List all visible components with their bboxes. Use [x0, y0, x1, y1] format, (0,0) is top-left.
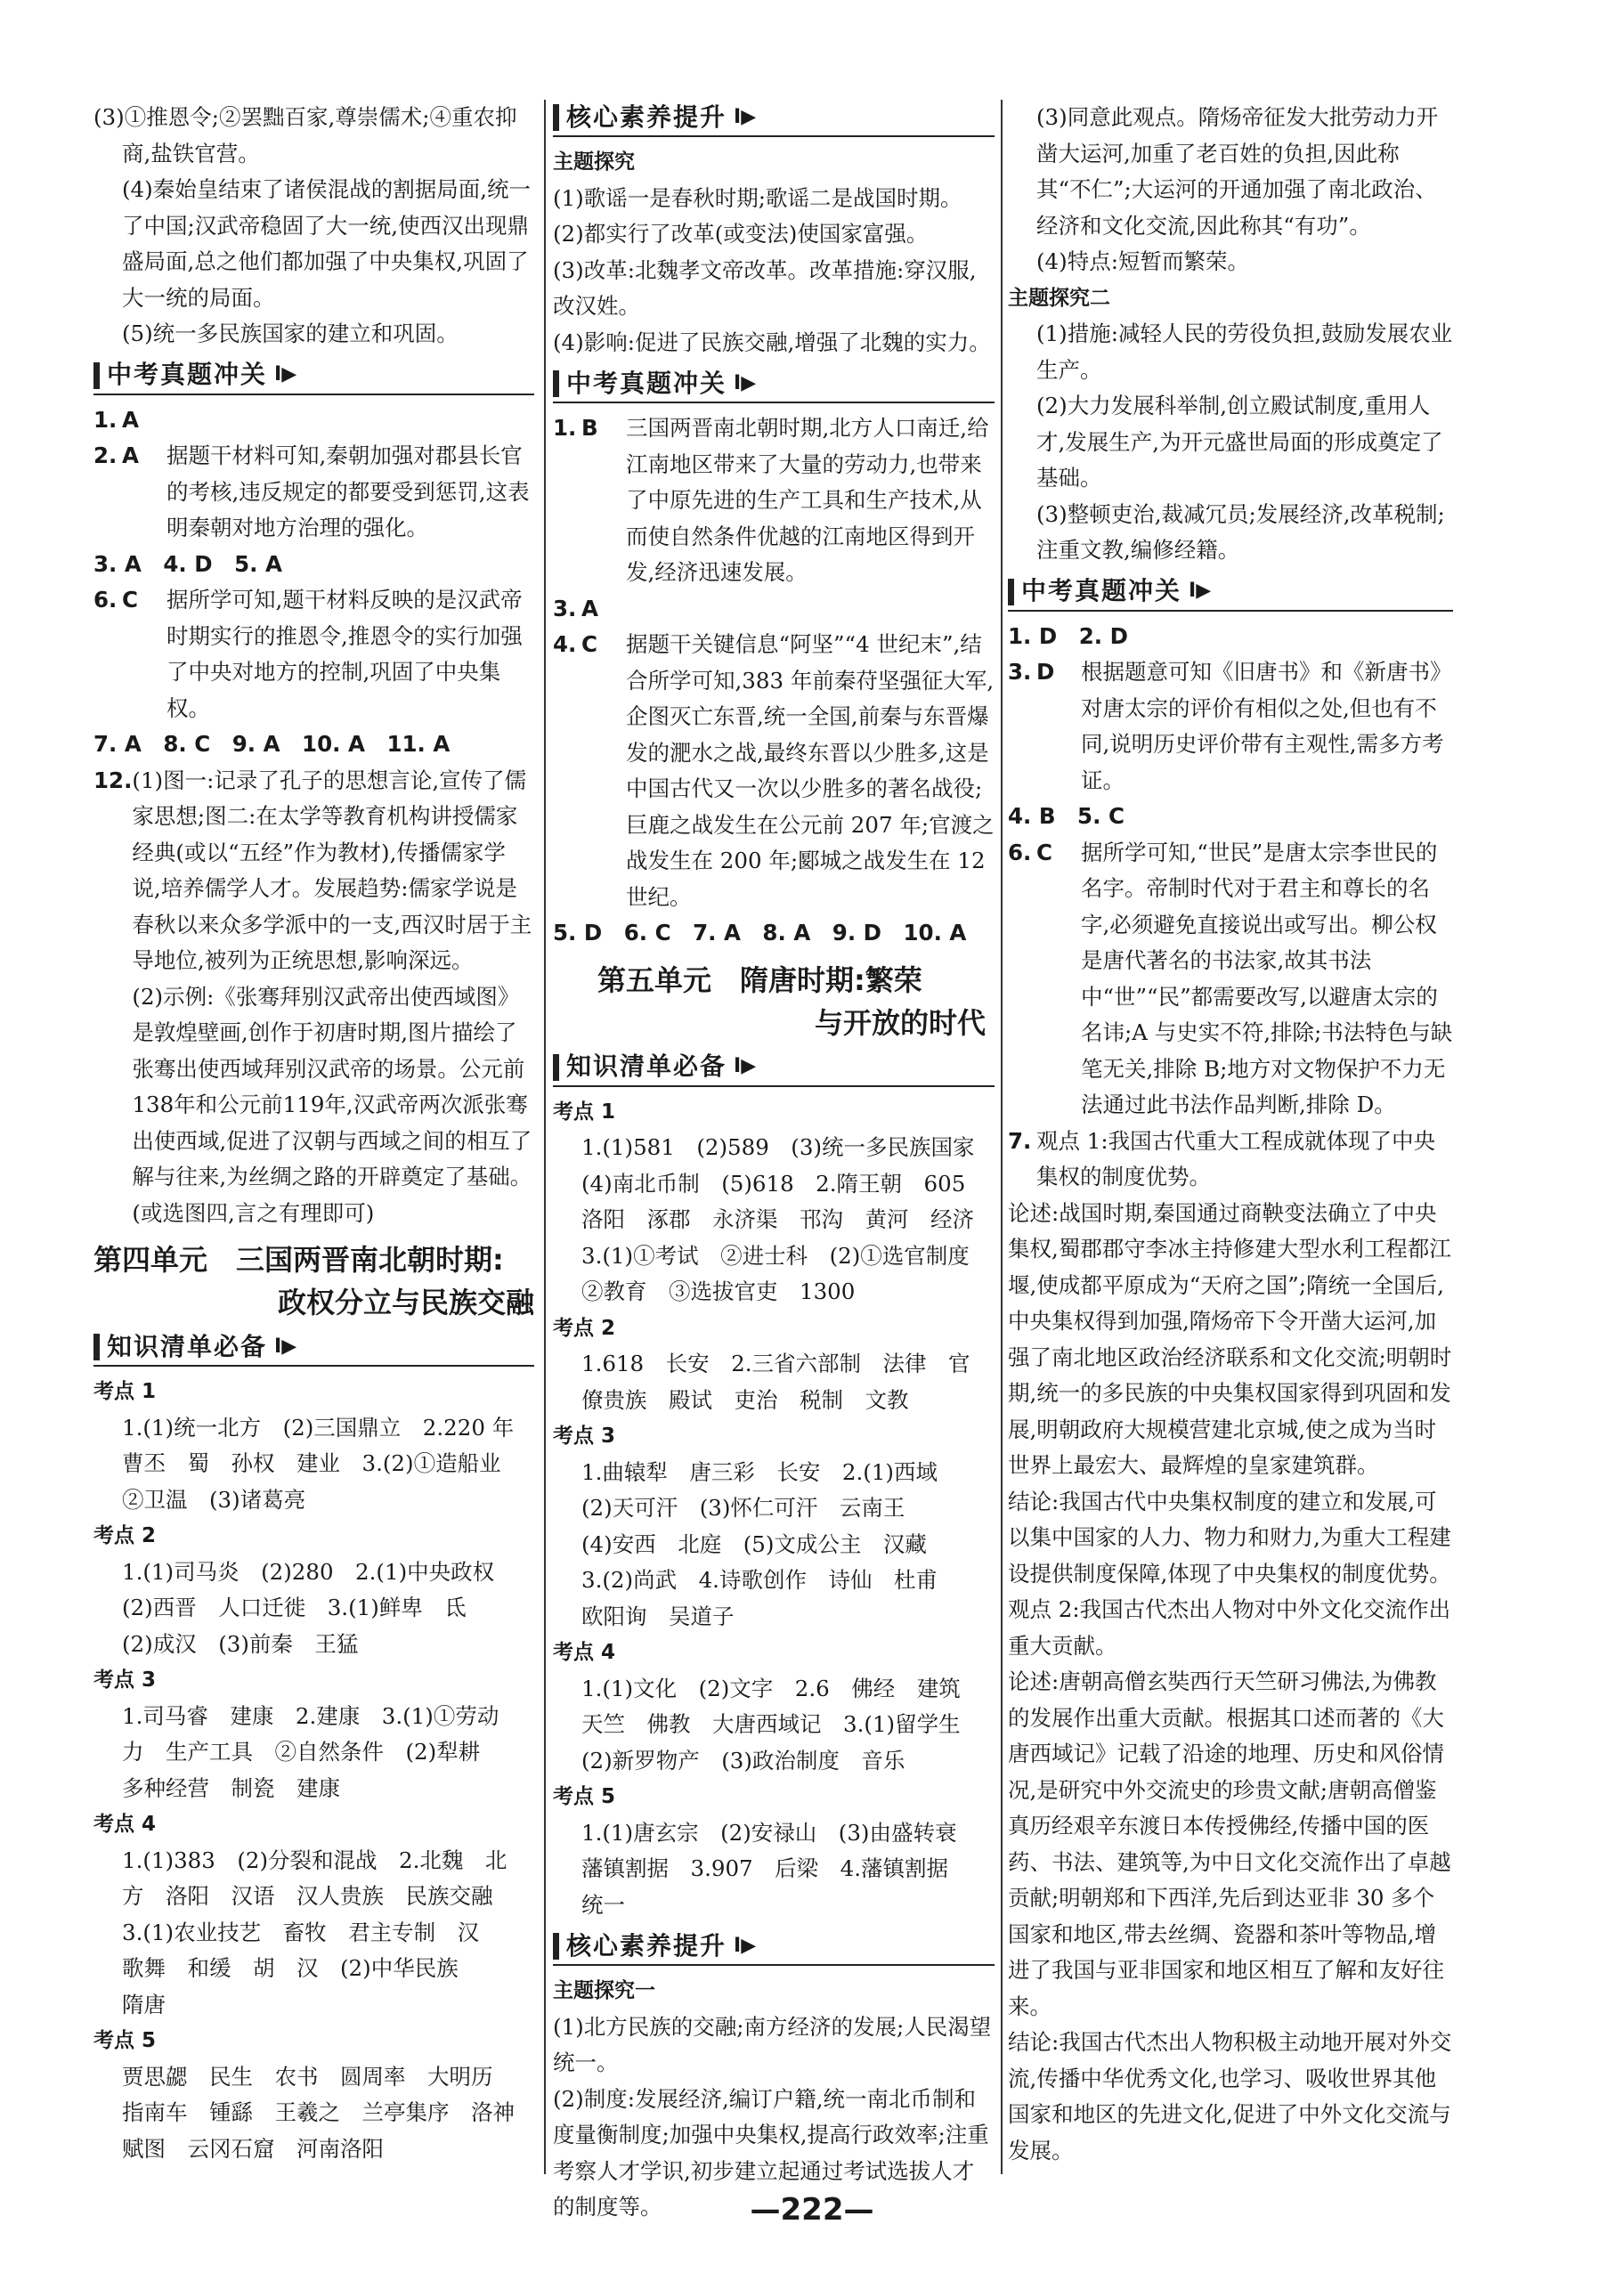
play-arrow-icon: I▶ [734, 371, 757, 394]
kp-2: 考点 2 1.(1)司马炎 (2)280 2.(1)中央政权 (2)西晋 人口迁徙 3.(1)鲜卑 氐 (2)成汉 (3)前秦 王猛 [93, 1524, 495, 1657]
kp-3: 考点 3 1.司马睿 建康 2.建康 3.(1)①劳动 力 生产工具 ②自然条件 (2)犁耕 多种经营 制瓷 建康 [93, 1668, 499, 1801]
kp-1: 考点 1 1.(1)581 (2)589 (3)统一多民族国家 (4)南北币制 (5)618 2.隋王朝 605 洛阳 涿郡 永济渠 邗沟 黄河 经济 3.(1)①考试 ②进士科 (2)①选官制度 ②教育 ③选拔官吏 1300 [553, 1100, 975, 1304]
column-divider-1 [544, 100, 546, 2174]
answer-item: 3. D 根据题意可知《旧唐书》和《新唐书》对唐太宗的评价有相似之处,但也有不同,说明历史评价带有主观性,需多方考证。 [1008, 659, 1452, 793]
kp-5: 考点 5 贾思勰 民生 农书 圆周率 大明历 指南车 锺繇 王羲之 兰亭集序 洛神 赋图 云冈石窟 河南洛阳 [93, 2029, 515, 2162]
answer-group: 1. D 2. D [1008, 622, 1128, 649]
answer-group: 4. B 5. C [1008, 803, 1125, 829]
kp-2: 考点 2 1.618 长安 2.三省六部制 法律 官 僚贵族 殿试 吏治 税制 文教 [553, 1316, 970, 1413]
kp-4: 考点 4 1.(1)文化 (2)文字 2.6 佛经 建筑 天竺 佛教 大唐西域记 3.(1)留学生 (2)新罗物产 (3)政治制度 音乐 [553, 1641, 961, 1774]
column-1 [93, 100, 534, 2167]
answer-text: (2)大力发展科举制,创立殿试制度,重用人才,发展生产,为开元盛世局面的形成奠定了基础。 [1036, 393, 1443, 491]
answer-item: 1. A [93, 406, 139, 433]
play-arrow-icon: I▶ [274, 363, 297, 386]
answer-text: (2)制度:发展经济,编订户籍,统一南北币制和度量衡制度;加强中央集权,提高行政效率;注重考察人才学识,初步建立起通过考试选拔人才的制度等。 [553, 2085, 989, 2220]
topic-heading: 主题探究一 [553, 1979, 655, 2002]
section-marker-icon [93, 1334, 100, 1360]
play-arrow-icon: I▶ [734, 1934, 757, 1957]
section-header-knowledge: 知识清单必备 I▶ [93, 1329, 534, 1367]
answer-item: 1. B 三国两晋南北朝时期,北方人口南迁,给江南地区带来了大量的劳动力,也带来了中原先进的生产工具和生产技术,从而使自然条件优越的江南地区得到开发,经济迅速发展。 [553, 415, 989, 585]
answer-item: 7. 观点 1:我国古代重大工程成就体现了中央集权的制度优势。 论述:战国时期,秦国通过商鞅变法确立了中央集权,蜀郡郡守李冰主持修建大型水利工程都江堰,使成都平原成为“天府之国”;隋统一全国后,中央集权得到加强,隋炀帝下令开凿大运河,加强了南北地区政治经济联系和文化交流;明朝时期,统一的多民族的中央集权国家得到巩固和发展,明朝政府大规模营建北京城,使之成为当时世界上最宏大、最辉煌的皇家建筑群。 结论:我国古代中央集权制度的建立和发展,可以集中国家的人力、物力和财力,为重大工程建设提供制度保障,体现了中央集权的制度优势。 观点 2:我国古代杰出人物对中外文化交流作出重大贡献。 论述:唐朝高僧玄奘西行天竺研习佛法,为佛教的发展作出重大贡献。根据其口述而著的《大唐西域记》记载了沿途的地理、历史和风俗情况,是研究中外交流史的珍贵文献;唐朝高僧鉴真历经艰辛东渡日本传授佛经,传播中国的医药、书法、建筑等,为中日文化交流作出了卓越贡献;明朝郑和下西洋,先后到达亚非 30 多个国家和地区,带去丝绸、瓷器和茶叶等物品,增进了我国与亚非国家和地区相互了解和友好往来。 结论:我国古代杰出人物积极主动地开展对外交流,传播中华优秀文化,也学习、吸收世界其他国家和地区的先进文化,促进了中外文化交流与发展。 [1008, 1127, 1452, 2163]
answer-text: (3)①推恩令;②罢黜百家,尊崇儒术;④重农抑商,盐铁官营。 [93, 104, 517, 166]
section-header-core: 核心素养提升 I▶ [553, 1928, 995, 1966]
section-header-exam: 中考真题冲关 I▶ [93, 358, 534, 395]
section-marker-icon [553, 1054, 559, 1081]
answer-group: 7. A 8. C 9. A 10. A 11. A [93, 731, 451, 757]
answer-group: 3. A 4. D 5. A [93, 550, 282, 577]
section-marker-icon [553, 104, 559, 131]
play-arrow-icon: I▶ [274, 1335, 297, 1358]
answer-text: (4)秦始皇结束了诸侯混战的割据局面,统一了中国;汉武帝稳固了大一统,使西汉出现鼎盛局面,总之他们都加强了中央集权,巩固了大一统的局面。 [122, 176, 531, 311]
unit-title: 第四单元 三国两晋南北朝时期: 政权分立与民族交融 [93, 1243, 534, 1319]
answer-text: (1)北方民族的交融;南方经济的发展;人民渴望统一。 [553, 2013, 992, 2075]
section-header-exam: 中考真题冲关 I▶ [553, 366, 995, 403]
section-marker-icon [93, 362, 100, 389]
answer-text: (3)同意此观点。隋炀帝征发大批劳动力开凿大运河,加重了老百姓的负担,因此称其“不仁”;大运河的开通加强了南北政治、经济和文化交流,因此称其“有功”。 [1036, 104, 1439, 239]
section-header-knowledge: 知识清单必备 I▶ [553, 1050, 995, 1087]
answer-text: (4)影响:促进了民族交融,增强了北魏的实力。 [553, 329, 991, 355]
play-arrow-icon: I▶ [734, 1055, 757, 1078]
column-divider-2 [1001, 100, 1003, 2174]
answer-text: (3)改革:北魏孝文帝改革。改革措施:穿汉服,改汉姓。 [553, 256, 977, 319]
answer-item: 6. C 据所学可知,题干材料反映的是汉武帝时期实行的推恩令,推恩令的实行加强了中央对地方的控制,巩固了中央集权。 [93, 587, 523, 721]
kp-1: 考点 1 1.(1)统一北方 (2)三国鼎立 2.220 年 曹丕 蜀 孙权 建业 3.(2)①造船业 ②卫温 (3)诸葛亮 [93, 1380, 515, 1513]
play-arrow-icon: I▶ [1189, 580, 1212, 603]
section-marker-icon [553, 370, 559, 397]
unit-title: 第五单元 隋唐时期:繁荣 与开放的时代 [597, 962, 986, 1040]
answer-item: 2. A 据题干材料可知,秦朝加强对郡县长官的考核,违反规定的都要受到惩罚,这表明秦朝对地方治理的强化。 [93, 442, 530, 540]
topic-heading: 主题探究二 [1008, 286, 1110, 310]
page-number: —222— [750, 2192, 874, 2228]
answer-item: 3. A [553, 595, 598, 621]
answer-text: (1)歌谣一是春秋时期;歌谣二是战国时期。 [553, 184, 962, 211]
play-arrow-icon: I▶ [734, 105, 757, 128]
answer-text: (4)特点:短暂而繁荣。 [1036, 248, 1249, 274]
topic-heading: 主题探究 [553, 150, 635, 174]
section-marker-icon [553, 1933, 559, 1960]
section-header-core: 核心素养提升 I▶ [553, 100, 995, 137]
section-marker-icon [1008, 579, 1014, 605]
kp-5: 考点 5 1.(1)唐玄宗 (2)安禄山 (3)由盛转衰 藩镇割据 3.907 后梁 4.藩镇割据 统一 [553, 1785, 957, 1918]
answer-item: 4. C 据题干关键信息“阿坚”“4 世纪末”,结合所学可知,383 年前秦苻坚强征大军,企图灭亡东晋,统一全国,前秦与东晋爆发的淝水之战,最终东晋以少胜多,这是中国古代又一次以少胜多的著名战役;巨鹿之战发生在公元前 207 年;官渡之战发生在 200 年;郾城之战发生在 12 世纪。 [553, 631, 995, 910]
column-2 [553, 100, 995, 2226]
answer-text: (3)整顿吏治,裁减冗员;发展经济,改革税制;注重文教,编修经籍。 [1036, 500, 1445, 563]
answer-text: (5)统一多民族国家的建立和巩固。 [122, 321, 459, 346]
answer-item: 6. C 据所学可知,“世民”是唐太宗李世民的名字。帝制时代对于君主和尊长的名字,必须避免直接说出或写出。柳公权是唐代著名的书法家,故其书法中“世”“民”都需要改写,以避唐太宗的名讳;A 与史实不符,排除;书法特色与缺笔无关,排除 B;地方对文物保护不力无法通过此书法作品判断,排除 D。 [1008, 839, 1453, 1117]
answer-text: (1)措施:减轻人民的劳役负担,鼓励发展农业生产。 [1036, 321, 1453, 383]
answer-group: 5. D 6. C 7. A 8. A 9. D 10. A [553, 920, 967, 946]
kp-3: 考点 3 1.曲辕犁 唐三彩 长安 2.(1)西域 (2)天可汗 (3)怀仁可汗 云南王 (4)安西 北庭 (5)文成公主 汉藏 3.(2)尚武 4.诗歌创作 诗仙 杜甫 欧阳询 吴道子 [553, 1425, 938, 1629]
column-3 [1008, 100, 1453, 2169]
answer-item: 12. (1)图一:记录了孔子的思想言论,宣传了儒家思想;图二:在太学等教育机构讲授儒家经典(或以“五经”作为教材),传播儒家学说,培养儒学人才。发展趋势:儒家学说是春秋以来众多学派中的一支,西汉时居于主导地位,被列为正统思想,影响深远。 (2)示例:《张骞拜别汉武帝出使西域图》是敦煌壁画,创作于初唐时期,图片描绘了张骞出使西域拜别汉武帝的场景。公元前138年和公元前119年,汉武帝两次派张骞出使西域,促进了汉朝与西域之间的相互了解与往来,为丝绸之路的开辟奠定了基础。(或选图四,言之有理即可) [93, 767, 532, 1226]
answer-text: (2)都实行了改革(或变法)使国家富强。 [553, 221, 929, 247]
kp-4: 考点 4 1.(1)383 (2)分裂和混战 2.北魏 北 方 洛阳 汉语 汉人贵族 民族交融 3.(1)农业技艺 畜牧 君主专制 汉 歌舞 和缓 胡 汉 (2)中华民族 隋唐 [93, 1813, 508, 2017]
section-header-exam: 中考真题冲关 I▶ [1008, 574, 1453, 612]
